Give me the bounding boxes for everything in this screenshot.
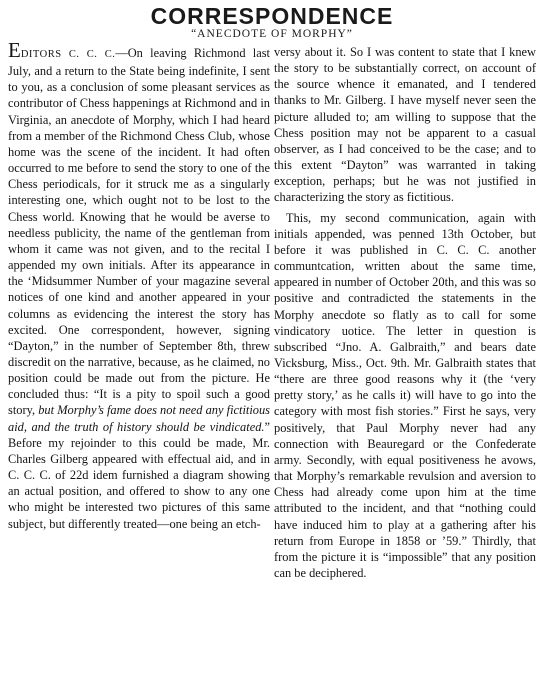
lead-smallcaps: DITORS C. C. C. <box>20 49 116 60</box>
column-left <box>8 38 271 581</box>
paragraph-2: This, my second communication, again with initials appended, was penned 13th October, but before it was published in C. C. C. another communtcation, written about the same time, appeared in number of October 20th, and this was so positive and contradicted the statements in the Morphy anecdote so flatly as to call for some vindicatory uotice. The letter in question is subscribed “Jno. A. Galbraith,” and bears date Vicksburg, Miss., Oct. 9th. Mr. Galbraith states that “there are three good reasons why it (the ‘very pretty story,’ as he calls it) will have to go into the category with most fish stories.” First he says, very positively, that Paul Morphy never had any connection with Beauregard or the Confederate army. Secondly, with equal positiveness he avows, that Morphy’s remarkable revulsion and aversion to Chess had already come upon him at the time attributed to the incident, and that “nothing could have induced him to play at a gathering after his return from Europe in 1858 or ’59.” Thirdly, that from the picture it is “impossible” that any position can be deciphered. <box>274 210 536 580</box>
paragraph-1 <box>8 38 271 532</box>
column-right <box>274 44 536 581</box>
paragraph-1-italic-quote: but Morphy’s fame does not need any fictitious aid, and the truth of history should be vindicated. <box>8 403 271 434</box>
drop-cap: E <box>8 38 21 62</box>
article-subtitle: “ANECDOTE OF MORPHY” <box>191 28 353 40</box>
paragraph-1-continued: versy about it. So I was content to state that I knew the story to be substantially correct, on account of the source whence it emanated, and I tendered thanks to Mr. Gilberg. I have myself never seen the picture alluded to; am willing to suppose that the Chess position may not be apparent to a casual observer, as I had conceived to be the case; and to this extent “Dayton” was warranted in taking exception, perhaps; but he was not justified in characterizing the story as fictitious. <box>274 45 536 205</box>
paragraph-1-text-a: —On leaving Richmond last July, and a return to the State being indefinite, I sent to you, as a conclusion of some pleasant services as contributor of Chess happenings at Richmond and in Virginia, an anecdote of Morphy, which I had heard from a member of the Richmond Chess Club, whose home was the scene of the incident. It had often occurred to me before to send the story to one of the Chess periodicals, for it struck me as a singularly interesting one, which ought not to be lost to the Chess world. Knowing that he would be averse to needless publicity, the name of the gentleman from whom it came was not given, and to the recital I appended my own initials. After its appearance in the ‘Midsummer Number of your magazine several notices of one kind and another appeared in your columns as evidencing the interest the story has excited. One correspondent, however, signing “Dayton,” in the number of September 8th, threw discredit on the narrative, because, as he claimed, no position could be made out from the picture. He concluded thus: “It is a pity to spoil such a good story, <box>8 46 270 418</box>
paragraph-1-text-b: ” Before my rejoinder to this could be made, Mr. Charles Gilberg appeared with effectual aid, and in C. C. C. of 22d idem furnished a diagram showing an actual position, and offered to show to any one who might be interested two pictures of this same subject, but differently treated—one being an etch- <box>8 419 270 531</box>
page-title: CORRESPONDENCE <box>150 3 394 29</box>
article-columns <box>8 38 536 581</box>
